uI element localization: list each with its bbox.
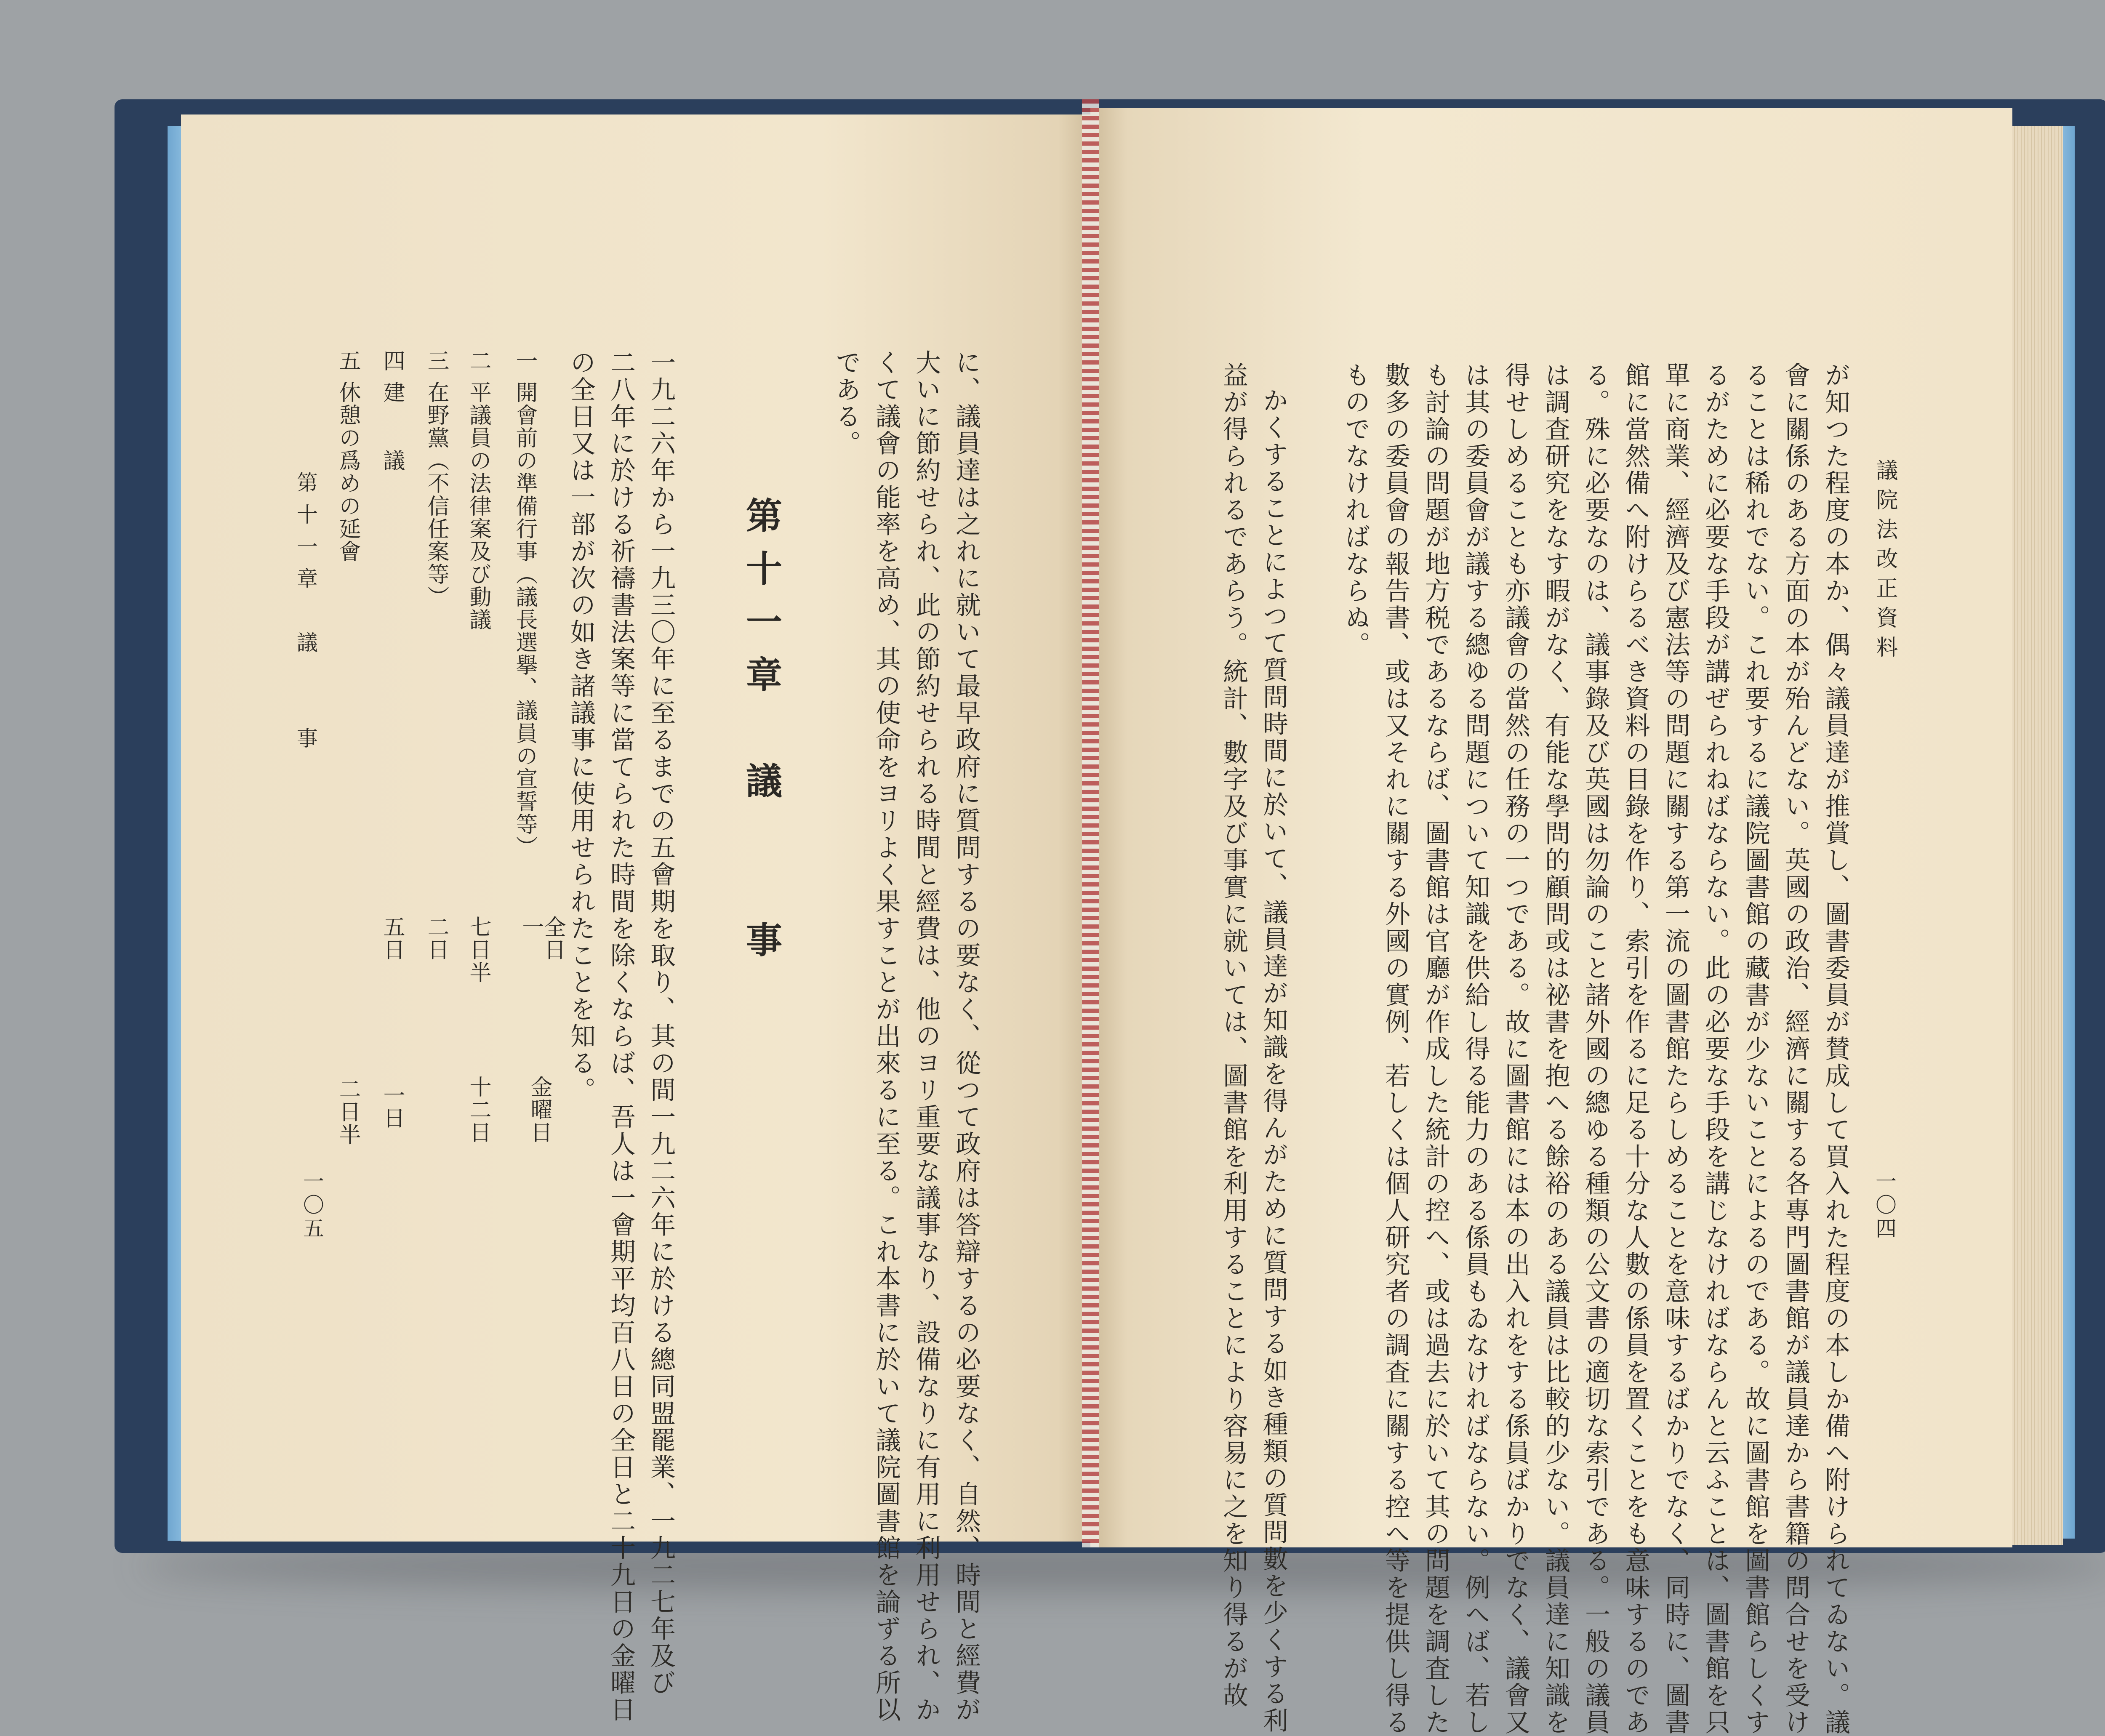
row-number: 五 bbox=[335, 349, 360, 372]
text-line: である。 bbox=[831, 349, 861, 457]
row-friday: 二日半 bbox=[335, 1078, 360, 1146]
text-line: る。殊に必要なのは、議事錄及び英國は勿論のこと諸外國の總ゆる種類の公文書の適切な索引である。一般の議員 bbox=[1581, 362, 1610, 1736]
text-line: ものでなければならぬ。 bbox=[1341, 362, 1370, 658]
row-item: 平議員の法律案及び動議 bbox=[466, 381, 491, 631]
right-page-number: 一〇四 bbox=[1872, 1170, 1897, 1241]
row-full-day: 七日半 bbox=[466, 916, 491, 984]
row-full-day: 二日 bbox=[424, 916, 449, 961]
row-friday: 一日 bbox=[379, 1084, 405, 1129]
left-running-foot: 第十一章 議 事 bbox=[293, 471, 318, 759]
left-page-number: 一〇五 bbox=[300, 1170, 324, 1241]
row-number: 二 bbox=[466, 349, 491, 372]
text-line: 得せしめることも亦議會の當然の任務の一つである。故に圖書館には本の出入れをする係員ばかりでなく、議會又 bbox=[1501, 362, 1530, 1736]
spine-gutter bbox=[1082, 99, 1099, 1547]
row-item: 休憩の爲めの延會 bbox=[335, 381, 360, 563]
text-line: 單に商業、經濟及び憲法等の問題に關する第一流の圖書館たらしめることを意味するばかりでなく、同時に、圖書 bbox=[1661, 362, 1690, 1736]
row-number: 三 bbox=[424, 349, 449, 372]
row-full-day: 全日 一 bbox=[518, 916, 565, 961]
text-line: 大いに節約せられ、此の節約せられる時間と經費は、他のヨリ重要な議事なり、設備なりに有用に利用せられ、か bbox=[911, 349, 941, 1723]
text-line: かくすることによつて質問時間に於いて、議員達が知識を得んがために質問する如き種類の質問數を少くする利 bbox=[1259, 387, 1288, 1734]
text-line: は調査研究をなす暇がなく、有能な學問的顧問或は祕書を抱へる餘裕のある議員は比較的少ない。議員達に知識を bbox=[1541, 362, 1570, 1736]
text-line: 館に當然備へ附けらるべき資料の目錄を作り、索引を作るに足る十分な人數の係員を置くことをも意味するのであ bbox=[1621, 362, 1650, 1736]
right-running-head: 議院法改正資料 bbox=[1872, 459, 1897, 665]
text-line: 會に關係のある方面の本が殆んどない。英國の政治、經濟に關する各專門圖書館が議員達から書籍の問合せを受け bbox=[1781, 362, 1810, 1736]
text-line: るがために必要な手段が講ぜられねばならない。此の必要な手段を講じなければならんと云ふことは、圖書館を只 bbox=[1701, 362, 1730, 1736]
row-number: 一 bbox=[512, 349, 537, 372]
chapter-title: 第十一章 議 事 bbox=[740, 497, 782, 974]
text-line: が知つた程度の本か、偶々議員達が推賞し、圖書委員が賛成して買入れた程度の本しか備へ附けられてゐない。議 bbox=[1821, 362, 1850, 1736]
text-line: くて議會の能率を高め、其の使命をヨリよく果すことが出來るに至る。これ本書に於いて議院圖書館を論ずる所以 bbox=[871, 349, 901, 1723]
row-item: 在野黨（不信任案等） bbox=[424, 381, 449, 608]
text-line: も討論の問題が地方税であるならば、圖書館は官廳が作成した統計の控へ、或は過去に於いて其の問題を調査した bbox=[1421, 362, 1450, 1736]
page-stack bbox=[2008, 126, 2063, 1545]
row-full-day: 五日 bbox=[379, 916, 405, 961]
row-item: 開會前の準備行事（議長選擧、議員の宣誓等） bbox=[512, 381, 537, 858]
row-friday: 十二日 bbox=[466, 1076, 491, 1144]
text-line: ることは稀れでない。これ要するに議院圖書館の藏書が少ないことによるのである。故に圖書館を圖書館らしくす bbox=[1741, 362, 1770, 1736]
text-line: に、議員達は之れに就いて最早政府に質問するの要なく、從つて政府は答辯するの必要なく、自然、時間と經費が bbox=[951, 349, 981, 1723]
row-item: 建 議 bbox=[379, 381, 405, 472]
text-line: の全日又は一部が次の如き諸議事に使用せられたことを知る。 bbox=[566, 349, 596, 1104]
text-line: は其の委員會が議する總ゆる問題について知識を供給し得る能力のある係員もゐなければならない。例へば、若し bbox=[1461, 362, 1490, 1736]
row-friday-header: 金曜日 bbox=[527, 1076, 552, 1144]
row-number: 四 bbox=[379, 349, 405, 372]
text-line: 益が得られるであらう。統計、數字及び事實に就いては、圖書館を利用することにより容易に之を知り得るが故 bbox=[1219, 362, 1248, 1709]
text-line: 一九二六年から一九三〇年に至るまでの五會期を取り、其の間一九二六年に於ける總同盟罷業、一九二七年及び bbox=[646, 349, 676, 1696]
text-line: 二八年に於ける祈禱書法案等に當てられた時間を除くならば、吾人は一會期平均百八日の全日と二十九日の金曜日 bbox=[606, 349, 636, 1723]
text-line: 數多の委員會の報告書、或は又それに關する外國の實例、若しくは個人研究者の調査に關する控へ等を提供し得る bbox=[1381, 362, 1410, 1736]
